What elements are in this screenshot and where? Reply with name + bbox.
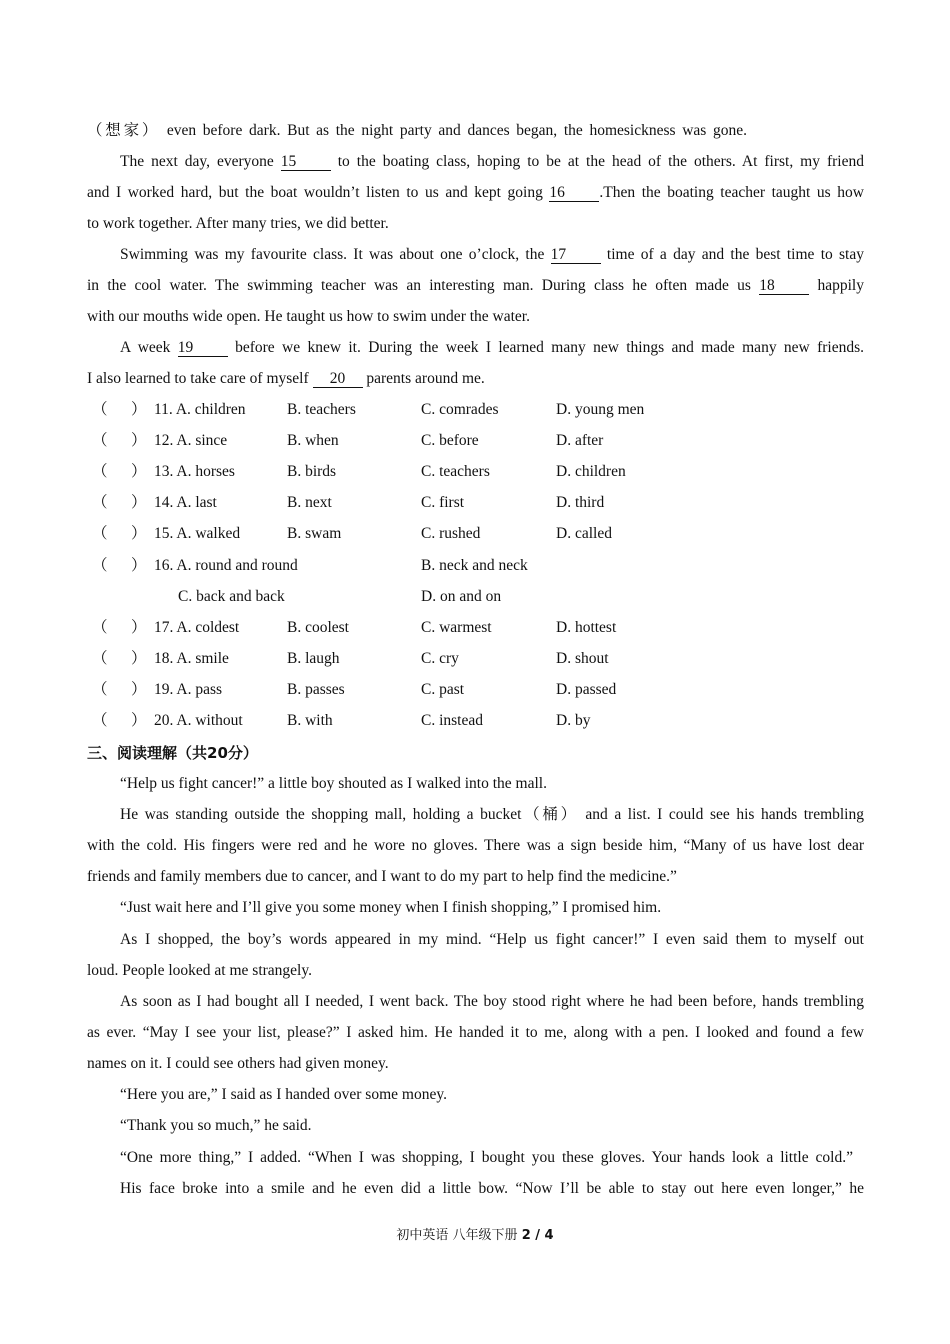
question-row (0, 524, 950, 544)
blank-20: 20 (313, 370, 363, 388)
passage-line: As soon as I had bought all I needed, I went back. The boy stood right where he had been before, hands trembling (120, 993, 864, 1010)
option-d: D. after (556, 432, 604, 449)
option-c: C. teachers (421, 463, 490, 480)
passage-line: “Just wait here and I’ll give you some money when I finish shopping,” I promised him. (120, 899, 662, 916)
option-d: D. third (556, 494, 605, 511)
option-c: C. before (421, 432, 479, 449)
passage-line: （想家） even before dark. But as the night party and dances began, the homesickness was gone. (87, 122, 747, 139)
passage-line: in the cool water. The swimming teacher was an interesting man. During class he often made us 18 happily (87, 277, 864, 294)
passage-line: A week 19 before we knew it. During the week I learned many new things and made many new friends. (120, 339, 865, 356)
answer-paren-close: ） (131, 650, 147, 667)
passage-line: friends and family members due to cancer, and I want to do my part to help find the medicine.” (87, 868, 677, 885)
option-d: D. young men (556, 401, 645, 418)
option-c: C. first (421, 494, 465, 511)
option-d: D. shout (556, 650, 609, 667)
answer-paren-close: ） (131, 432, 147, 449)
option-c: C. past (421, 681, 465, 698)
answer-paren-open: （ (92, 619, 108, 636)
passage-line: as ever. “May I see your list, please?” I asked him. He handed it to me, along with a pen. I looked and found a few (87, 1024, 864, 1041)
answer-paren-close: ） (131, 525, 147, 542)
option-d: D. called (556, 525, 612, 542)
blank-18: 18 (759, 277, 809, 295)
option-b: B. teachers (287, 401, 356, 418)
answer-paren-close: ） (131, 557, 147, 574)
passage-line: to work together. After many tries, we did better. (87, 215, 389, 232)
passage-line: names on it. I could see others had given money. (87, 1055, 389, 1072)
answer-paren-open: （ (92, 681, 108, 698)
question-row (0, 618, 950, 638)
passage-line: He was standing outside the shopping mall, holding a bucket（桶） and a list. I could see his hands trembling (120, 806, 864, 823)
option-a: 14. A. last (154, 494, 217, 511)
option-c: C. rushed (421, 525, 481, 542)
option-c: C. warmest (421, 619, 492, 636)
answer-paren-open: （ (92, 650, 108, 667)
passage-line: Swimming was my favourite class. It was about one o’clock, the 17 time of a day and the best time to stay (120, 246, 864, 263)
passage-line: with our mouths wide open. He taught us how to swim under the water. (87, 308, 530, 325)
answer-paren-open: （ (92, 525, 108, 542)
option-a: 17. A. coldest (154, 619, 240, 636)
question-row (0, 493, 950, 513)
option-b: B. passes (287, 681, 345, 698)
option-b: B. swam (287, 525, 342, 542)
passage-line: with the cold. His fingers were red and he wore no gloves. There was a sign beside him, “Many of us have lost dear (87, 837, 864, 854)
answer-paren-open: （ (92, 494, 108, 511)
option-a: 18. A. smile (154, 650, 229, 667)
option-a: 12. A. since (154, 432, 228, 449)
option-b: B. next (287, 494, 332, 511)
answer-paren-open: （ (92, 401, 108, 418)
option-b: B. with (287, 712, 333, 729)
blank-16: 16 (549, 184, 599, 202)
passage-line: “Help us fight cancer!” a little boy shouted as I walked into the mall. (120, 775, 547, 792)
passage-line: The next day, everyone 15 to the boating class, hoping to be at the head of the others. At first, my friend (120, 153, 864, 170)
question-row-continued (0, 587, 950, 607)
section-heading: 三、阅读理解（共20分） (87, 744, 258, 762)
option-d: D. passed (556, 681, 617, 698)
passage-line: His face broke into a smile and he even did a little bow. “Now I’ll be able to stay out here even longer,” he (120, 1180, 864, 1197)
question-row (0, 556, 950, 576)
option-c: C. back and back (178, 588, 285, 605)
passage-line: and I worked hard, but the boat wouldn’t listen to us and kept going 16 .Then the boating teacher taught us how (87, 184, 864, 201)
answer-paren-open: （ (92, 432, 108, 449)
passage-line: “Thank you so much,” he said. (120, 1117, 312, 1134)
blank-15: 15 (281, 153, 331, 171)
question-row (0, 680, 950, 700)
answer-paren-open: （ (92, 557, 108, 574)
option-c: C. comrades (421, 401, 499, 418)
option-d: D. hottest (556, 619, 617, 636)
page-footer (0, 1224, 950, 1243)
option-a: 15. A. walked (154, 525, 241, 542)
passage-line: “One more thing,” I added. “When I was shopping, I bought you these gloves. Your hands look a little cold.” (120, 1149, 853, 1166)
option-c: C. instead (421, 712, 483, 729)
answer-paren-open: （ (92, 463, 108, 480)
option-a: 13. A. horses (154, 463, 235, 480)
question-row (0, 711, 950, 731)
option-d: D. on and on (421, 588, 502, 605)
blank-17: 17 (551, 246, 601, 264)
footer-label: 初中英语 八年级下册 (396, 1228, 522, 1243)
passage-line: loud. People looked at me strangely. (87, 962, 312, 979)
blank-19: 19 (178, 339, 228, 357)
option-a: 11. A. children (154, 401, 246, 418)
option-d: D. children (556, 463, 626, 480)
passage-line: I also learned to take care of myself 20 parents around me. (87, 370, 485, 387)
option-c: C. cry (421, 650, 459, 667)
question-row (0, 649, 950, 669)
answer-paren-close: ） (131, 681, 147, 698)
option-b: B. when (287, 432, 339, 449)
question-row (0, 462, 950, 482)
answer-paren-close: ） (131, 401, 147, 418)
option-d: D. by (556, 712, 591, 729)
passage-line: “Here you are,” I said as I handed over some money. (120, 1086, 447, 1103)
answer-paren-close: ） (131, 463, 147, 480)
page-number: 2 / 4 (521, 1228, 554, 1243)
option-b: B. birds (287, 463, 337, 480)
option-b: B. neck and neck (421, 557, 528, 574)
option-b: B. laugh (287, 650, 340, 667)
option-a: 19. A. pass (154, 681, 223, 698)
passage-line: As I shopped, the boy’s words appeared in my mind. “Help us fight cancer!” I even said them to myself out (120, 931, 864, 948)
question-row (0, 400, 950, 420)
option-b: B. coolest (287, 619, 349, 636)
question-row (0, 431, 950, 451)
answer-paren-close: ） (131, 712, 147, 729)
option-a: 16. A. round and round (154, 557, 298, 574)
answer-paren-open: （ (92, 712, 108, 729)
option-a: 20. A. without (154, 712, 243, 729)
answer-paren-close: ） (131, 619, 147, 636)
answer-paren-close: ） (131, 494, 147, 511)
